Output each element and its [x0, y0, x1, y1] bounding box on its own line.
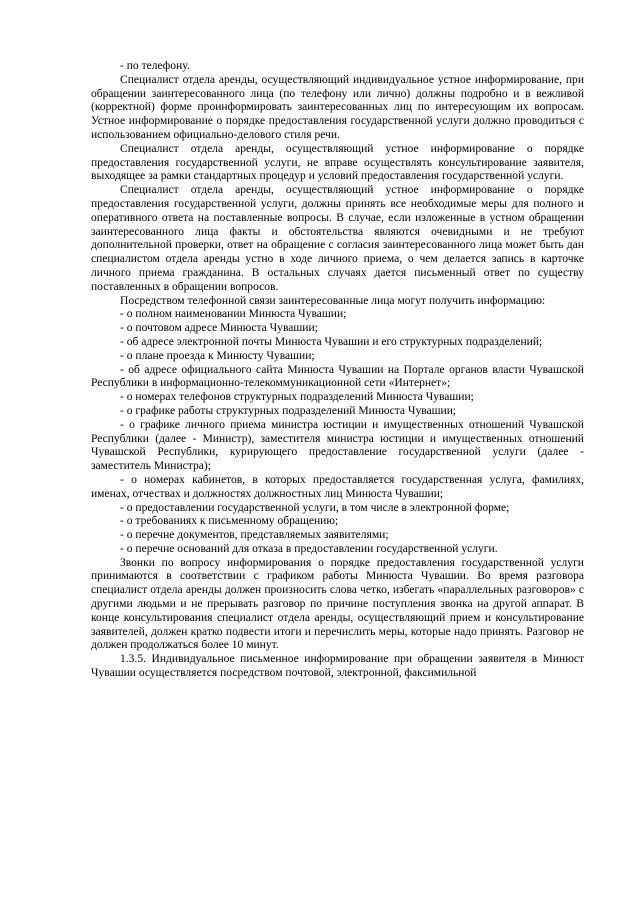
paragraph-section-1-3-5: 1.3.5. Индивидуальное письменное информирование при обращении заявителя в Минюст Чувашии осуществляется посредством почтовой, электронной, факсимильной: [91, 653, 584, 680]
list-item-work-schedule: - о графике работы структурных подразделений Минюста Чувашии;: [120, 404, 457, 417]
list-item-phone-numbers: - о номерах телефонов структурных подразделений Минюста Чувашии;: [120, 391, 474, 404]
paragraph-consulting-limits: Специалист отдела аренды, осуществляющий устное информирование о порядке предоставления государственной услуги, не вправе осуществлять консультирование заявителя, выходящее за рамки стандартных процедур и условий предоставления государственной услуги.: [91, 142, 584, 183]
paragraph-by-phone: - по телефону.: [120, 60, 190, 72]
list-item-official-site: - об адресе официального сайта Минюста Чувашии на Портале органов власти Чувашской Республики в информационно-телекоммуникационной сети «Интернет»;: [91, 363, 584, 390]
list-item-document-list: - о перечне документов, представляемых заявителями;: [120, 529, 389, 542]
list-item-travel-plan: - о плане проезда к Минюсту Чувашии;: [120, 349, 315, 362]
paragraph-answer-measures: Специалист отдела аренды, осуществляющий устное информирование о порядке предоставления государственной услуги, должны принять все необходимые меры для полного и оперативного ответа на поставленные вопросы. В случае, если изложенные в устном обращении заинтересованного лица факты и обстоятельства являются очевидными и не требуют дополнительной проверки, ответ на обращение с согласия заинтересованного лица может быть дан специалистом отдела аренды устно в ходе личного приема, о чем делается запись в карточке личного приема гражданина. В остальных случаях дается письменный ответ по существу поставленных в обращении вопросов.: [91, 184, 584, 293]
paragraph-phone-call-rules: Звонки по вопросу информирования о порядке предоставления государственной услуги принимаются в соответствии с графиком работы Минюста Чувашии. Во время разговора специалист отдела аренды должен произносить слова четко, избегать «параллельных разговоров» с другими людьми и не прерывать разговор по причине поступления звонка на другой аппарат. В конце консультирования специалист отдела аренды, осуществляющий прием и консультирование заявителей, должен кратко подвести итоги и перечислить меры, которые надо принять. Разговор не должен продолжаться более 10 минут.: [91, 556, 584, 652]
list-item-reception-schedule: - о графике личного приема министра юстиции и имущественных отношений Чувашской Республики (далее - Министр), заместителя министра юстиции и имущественных отношений Чувашской Республики, курирующего предоставление государственной услуги (далее - заместитель Министра);: [91, 418, 584, 473]
list-item-full-name: - о полном наименовании Минюста Чувашии;: [120, 308, 347, 321]
list-item-postal-address: - о почтовом адресе Минюста Чувашии;: [120, 322, 318, 335]
list-item-office-numbers: - о номерах кабинетов, в которых предоставляется государственная услуга, фамилиях, именах, отчествах и должностях должностных лиц Минюста Чувашии;: [91, 473, 584, 500]
list-item-refusal-grounds: - о перечне оснований для отказа в предоставлении государственной услуги.: [120, 542, 498, 555]
document-page: [91, 60, 584, 681]
list-item-email-address: - об адресе электронной почты Минюста Чувашии и его структурных подразделений;: [120, 335, 543, 348]
list-item-written-request-requirements: - о требованиях к письменному обращению;: [120, 515, 339, 528]
paragraph-phone-info-intro: Посредством телефонной связи заинтересованные лица могут получить информацию:: [120, 294, 546, 307]
paragraph-oral-informing-duties: Специалист отдела аренды, осуществляющий индивидуальное устное информирование, при обращении заинтересованного лица (по телефону или лично) должны подробно и в вежливой (корректной) форме проинформировать заинтересованных лиц по интересующим их вопросам. Устное информирование о порядке предоставления государственной услуги должно проводиться с использованием официально-делового стиля речи.: [91, 73, 584, 141]
list-item-service-provision: - о предоставлении государственной услуги, в том числе в электронной форме;: [120, 501, 510, 514]
